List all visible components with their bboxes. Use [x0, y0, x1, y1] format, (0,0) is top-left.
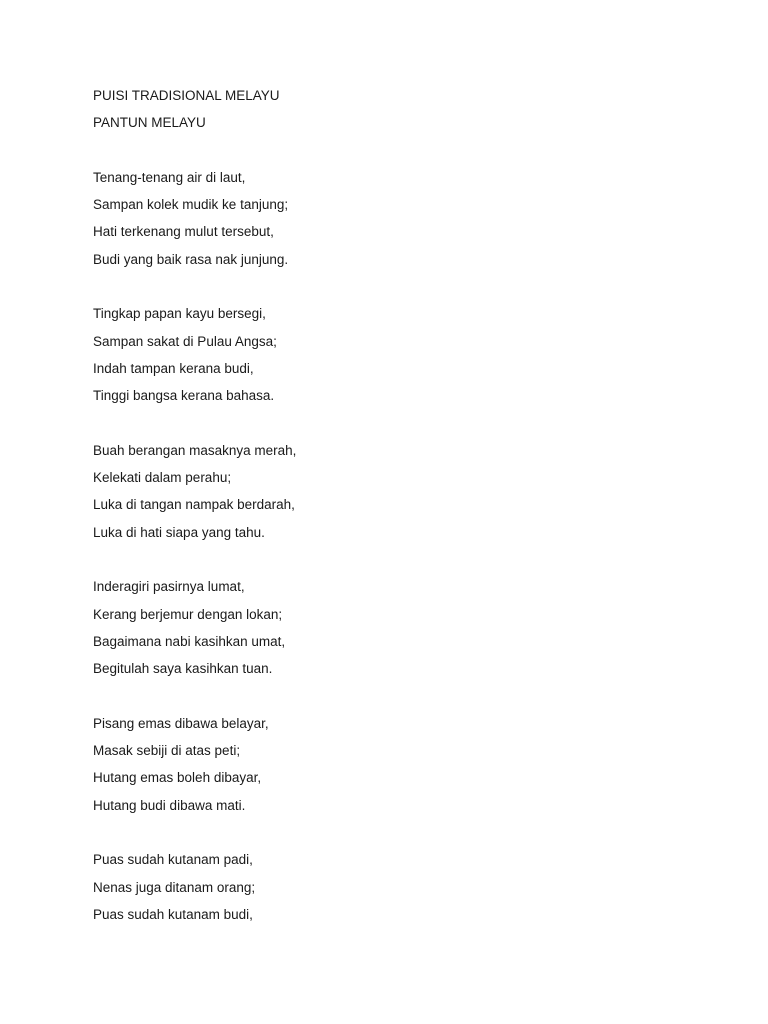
stanza-4 — [93, 577, 713, 686]
stanza-5 — [93, 714, 713, 823]
document-heading: PUISI TRADISIONAL MELAYU — [93, 88, 280, 103]
stanza-line: Pisang emas dibawa belayar, — [93, 715, 269, 731]
stanza-1 — [93, 168, 713, 277]
stanza-line: Puas sudah kutanam budi, — [93, 906, 253, 922]
stanza-line: Inderagiri pasirnya lumat, — [93, 579, 245, 595]
stanza-line: Luka di tangan nampak berdarah, — [93, 497, 295, 513]
stanza-line: Nenas juga ditanam orang; — [93, 879, 256, 895]
stanza-line: Puas sudah kutanam padi, — [93, 852, 253, 868]
stanza-line: Kerang berjemur dengan lokan; — [93, 606, 283, 622]
stanza-line: Begitulah saya kasihkan tuan. — [93, 661, 273, 677]
stanza-6 — [93, 850, 713, 932]
stanza-line: Buah berangan masaknya merah, — [93, 442, 297, 458]
stanza-line: Indah tampan kerana budi, — [93, 360, 254, 376]
stanza-line: Budi yang baik rasa nak junjung. — [93, 251, 289, 267]
stanza-line: Tenang-tenang air di laut, — [93, 169, 246, 185]
stanza-2 — [93, 304, 713, 413]
stanza-line: Tinggi bangsa kerana bahasa. — [93, 388, 275, 404]
stanza-line: Tingkap papan kayu bersegi, — [93, 306, 266, 322]
stanza-line: Kelekati dalam perahu; — [93, 470, 232, 486]
document-subheading: PANTUN MELAYU — [93, 115, 206, 131]
stanza-line: Bagaimana nabi kasihkan umat, — [93, 633, 286, 649]
stanza-line: Hati terkenang mulut tersebut, — [93, 224, 274, 240]
stanza-3 — [93, 441, 713, 550]
stanza-line: Hutang emas boleh dibayar, — [93, 770, 262, 786]
stanza-line: Sampan kolek mudik ke tanjung; — [93, 197, 289, 213]
stanza-line: Luka di hati siapa yang tahu. — [93, 524, 265, 540]
document-body — [93, 86, 713, 932]
stanza-line: Sampan sakat di Pulau Angsa; — [93, 333, 277, 349]
stanza-line: Hutang budi dibawa mati. — [93, 797, 246, 813]
stanza-line: Masak sebiji di atas peti; — [93, 743, 241, 759]
